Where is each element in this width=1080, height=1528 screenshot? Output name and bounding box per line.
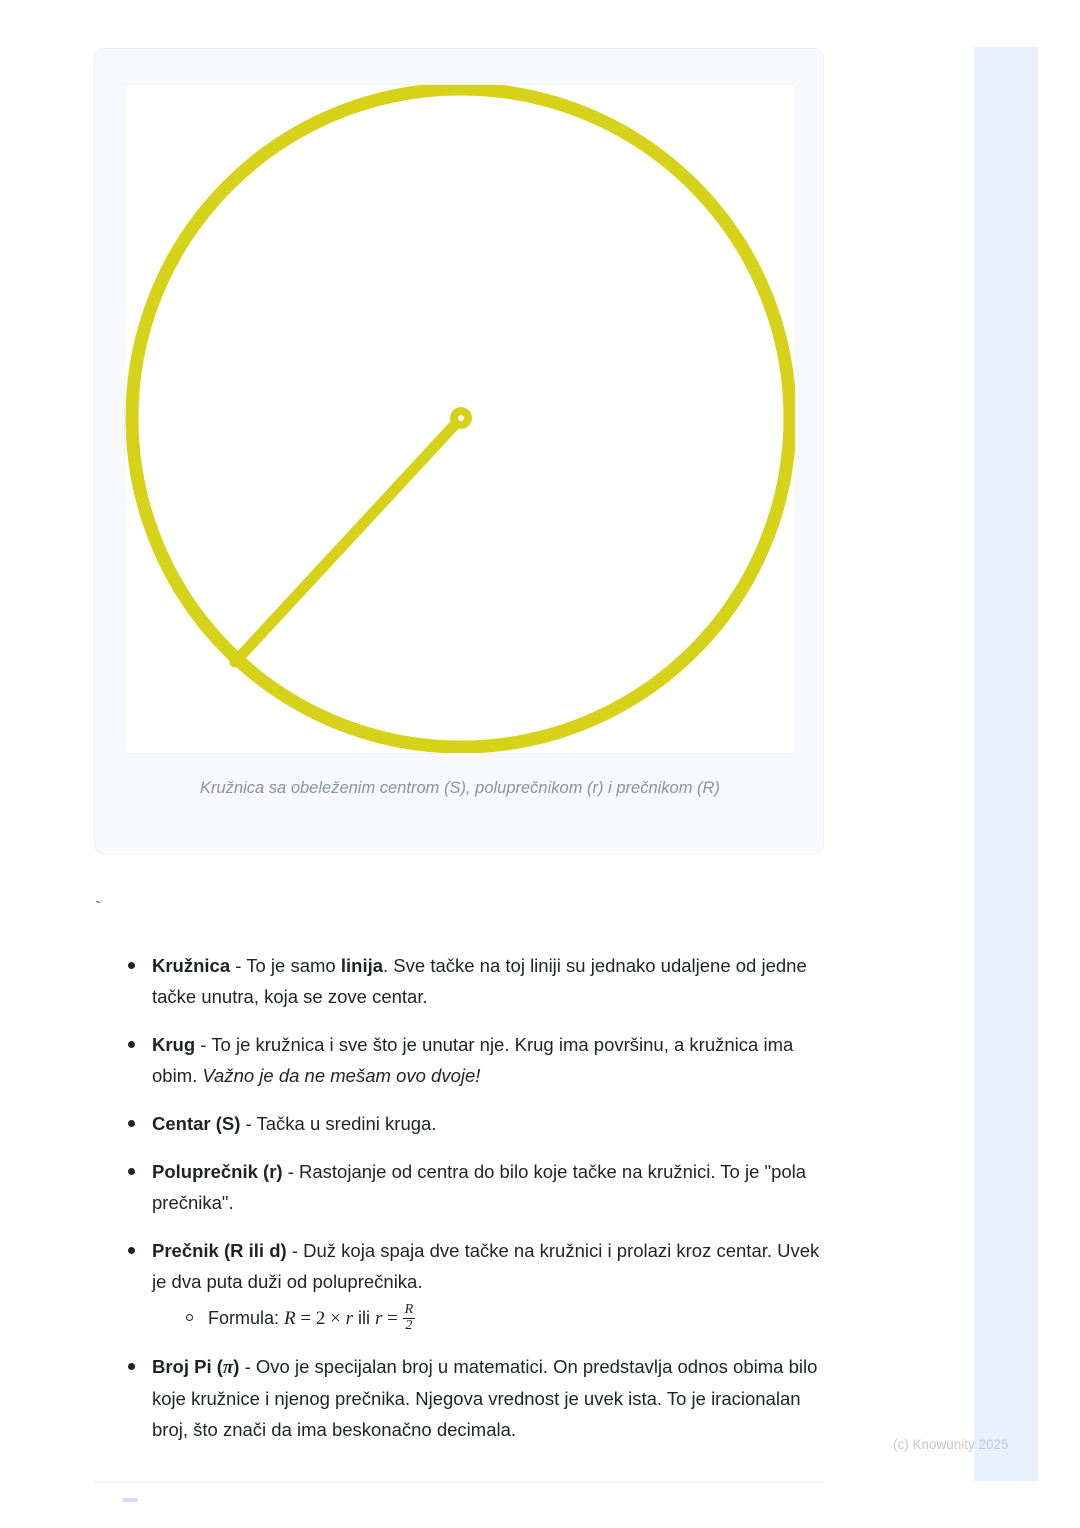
formula-label: Formula: bbox=[208, 1308, 285, 1328]
dash: - bbox=[286, 1240, 304, 1261]
formula-r: r bbox=[345, 1308, 353, 1329]
dash: - bbox=[230, 955, 247, 976]
term-krug: Krug bbox=[152, 1034, 196, 1055]
fraction bbox=[403, 1303, 416, 1333]
list-item bbox=[124, 1235, 834, 1334]
term-suffix: ) bbox=[233, 1356, 240, 1378]
text: Duž koja spaja dve tačke na kružnici i prolazi kroz centar. Uvek je dva puta duži od poluprečnika. bbox=[152, 1240, 820, 1292]
list-item bbox=[124, 1351, 834, 1445]
text: Ovo je specijalan broj u matematici. On predstavlja odnos obima bilo koje kružnice i njenog prečnika. Njegova vrednost je uvek ista. To je iracionalan broj, što znači da ima beskonačno decimala. bbox=[152, 1356, 818, 1441]
term-prefix: Broj Pi ( bbox=[152, 1356, 223, 1378]
next-section-card bbox=[94, 1482, 824, 1528]
fraction-denominator: 2 bbox=[403, 1318, 416, 1334]
stray-backtick: ` bbox=[93, 900, 104, 919]
dash: - bbox=[239, 1356, 256, 1378]
right-scroll-rail[interactable] bbox=[974, 47, 1038, 1481]
dash: - bbox=[282, 1161, 300, 1182]
list-item bbox=[124, 1108, 834, 1139]
figure-caption: Kružnica sa obeleženim centrom (S), poluprečnikom (r) i prečnikom (R) bbox=[200, 779, 720, 797]
formula-sublist bbox=[152, 1303, 834, 1334]
emphasis: linija bbox=[340, 955, 384, 976]
term-precnik: Prečnik (R ili d) bbox=[152, 1240, 287, 1261]
term-kruznica: Kružnica bbox=[152, 955, 231, 976]
fraction-numerator: R bbox=[404, 1302, 414, 1318]
watermark: (c) Knowunity 2025 bbox=[893, 1437, 1009, 1452]
pi-symbol: π bbox=[222, 1357, 234, 1379]
list-item bbox=[124, 1029, 834, 1091]
definition-list bbox=[94, 950, 834, 1445]
dash: - bbox=[240, 1113, 257, 1134]
circle-diagram bbox=[124, 84, 796, 754]
text: To je samo bbox=[246, 955, 341, 976]
text: Tačka u sredini kruga. bbox=[256, 1113, 437, 1134]
list-item bbox=[124, 950, 834, 1012]
formula-R: R bbox=[284, 1308, 296, 1329]
italic-note: Važno je da ne mešam ovo dvoje! bbox=[202, 1065, 481, 1086]
circle-diagram-svg bbox=[125, 85, 796, 754]
dash: - bbox=[195, 1034, 212, 1055]
text: Rastojanje od centra do bilo koje tačke na kružnici. To je "pola prečnika". bbox=[152, 1161, 807, 1213]
formula-times: × bbox=[325, 1308, 346, 1329]
formula2-r: r bbox=[374, 1308, 383, 1329]
next-section-marker bbox=[122, 1498, 138, 1502]
notes-content bbox=[94, 950, 834, 1462]
formula-eq: = bbox=[295, 1308, 316, 1329]
text-cont: . Sve tačke na toj liniji su jednako udaljene od jedne tačke unutra, koja se zove centar. bbox=[152, 955, 807, 1007]
term-poluprecnik: Poluprečnik (r) bbox=[152, 1161, 283, 1182]
term-centar: Centar (S) bbox=[152, 1113, 241, 1134]
center-point-inner bbox=[458, 415, 464, 421]
term-broj-pi bbox=[152, 1356, 239, 1377]
text: To je kružnica i sve što je unutar nje. Krug ima površinu, a kružnica ima obim. bbox=[152, 1034, 794, 1086]
radius-line bbox=[235, 418, 461, 662]
list-item-formula bbox=[182, 1303, 834, 1334]
formula2-eq: = bbox=[382, 1308, 403, 1329]
list-item bbox=[124, 1156, 834, 1218]
formula-connector: ili bbox=[352, 1308, 375, 1328]
formula-two: 2 bbox=[315, 1308, 326, 1329]
figure-card bbox=[94, 48, 824, 854]
